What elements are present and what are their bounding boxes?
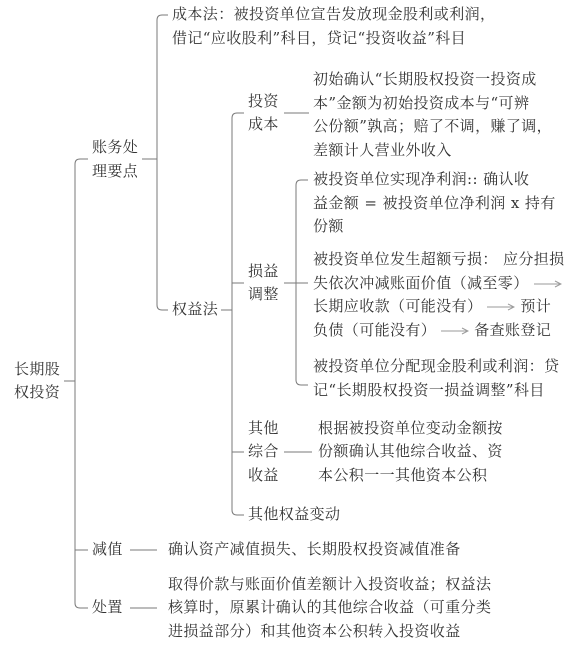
- connector-accounting-trunk: [157, 15, 168, 310]
- text-line: 根据被投资单位变动金额按: [318, 418, 503, 437]
- text-segment: 被投资单位发生超额亏损： 应分担损: [313, 250, 565, 268]
- text-line: 份额: [313, 217, 344, 235]
- excess-loss-text: [313, 248, 567, 342]
- text-line: [313, 319, 567, 343]
- disposal-node: 处置: [92, 598, 123, 617]
- profit-loss-adjustment-node: 损益调整: [248, 261, 279, 303]
- connector-equity-trunk: [232, 113, 244, 515]
- text-line: 份额确认其他综合收益、资: [318, 442, 503, 460]
- accounting-node: 账务处理要点: [92, 138, 139, 180]
- text-line: 被投资单位分配现金股利或利润：贷: [313, 357, 560, 375]
- text-segment: 长期应收款（可能没有）: [313, 297, 483, 315]
- text-segment: 失依次冲减账面价值（减至零）: [313, 273, 529, 292]
- arrow-right-icon: [534, 279, 562, 289]
- text-segment: 备查账登记: [474, 320, 552, 339]
- text-line: 记“长期股权投资一损益调整”科目: [313, 380, 545, 399]
- root-node: 长期股权投资: [14, 359, 61, 401]
- text-line: 成本法：被投资单位宣告发放现金股利或利润，: [172, 5, 496, 23]
- text-line: 核算时，原累计确认的其他综合收益（可重分类: [168, 598, 492, 617]
- text-line: 进损益部分）和其他资本公积转入投资收益: [168, 621, 461, 640]
- impairment-text: 确认资产减值损失、长期股权投资减值准备: [168, 540, 461, 559]
- text-line: 初始确认“长期股权投资一投资成: [313, 70, 537, 88]
- text-line: 本”金额为初始投资成本与“可辨: [313, 93, 530, 112]
- equity-method-node: 权益法: [172, 300, 219, 319]
- disposal-text: [168, 573, 491, 644]
- other-comprehensive-income-node: 其他综合收益: [248, 418, 279, 484]
- impairment-node: 减值: [92, 540, 123, 559]
- text-line: [313, 272, 567, 296]
- net-profit-text: [313, 168, 556, 239]
- text-line: 公份额”孰高；赔了不调，赚了调，: [313, 117, 553, 135]
- text-line: 本公积一一其他资本公积: [318, 465, 488, 484]
- investment-cost-node: 投资成本: [248, 91, 279, 133]
- other-equity-changes-node: 其他权益变动: [248, 505, 341, 524]
- text-line: [313, 248, 567, 272]
- dividend-text: [313, 355, 559, 402]
- text-line: 取得价款与账面价值差额计入投资收益；权益法: [168, 574, 492, 593]
- text-line: 差额计人营业外收入: [313, 140, 452, 159]
- other-comprehensive-income-text: [318, 417, 503, 488]
- text-line: [313, 295, 567, 319]
- cost-method-text: [172, 3, 495, 50]
- connector-root-trunk: [75, 159, 88, 608]
- text-line: 益金额 = 被投资单位净利润 x 持有: [313, 193, 556, 212]
- investment-cost-text: [313, 68, 552, 162]
- arrow-right-icon: [441, 326, 469, 336]
- text-segment: 负债（可能没有）: [313, 320, 437, 339]
- arrow-right-icon: [487, 302, 515, 312]
- text-line: 借记“应收股利”科目，贷记“投资收益”科目: [172, 28, 467, 47]
- text-line: 被投资单位实现净利润:: 确认收: [313, 170, 530, 188]
- text-segment: 预计: [520, 297, 552, 315]
